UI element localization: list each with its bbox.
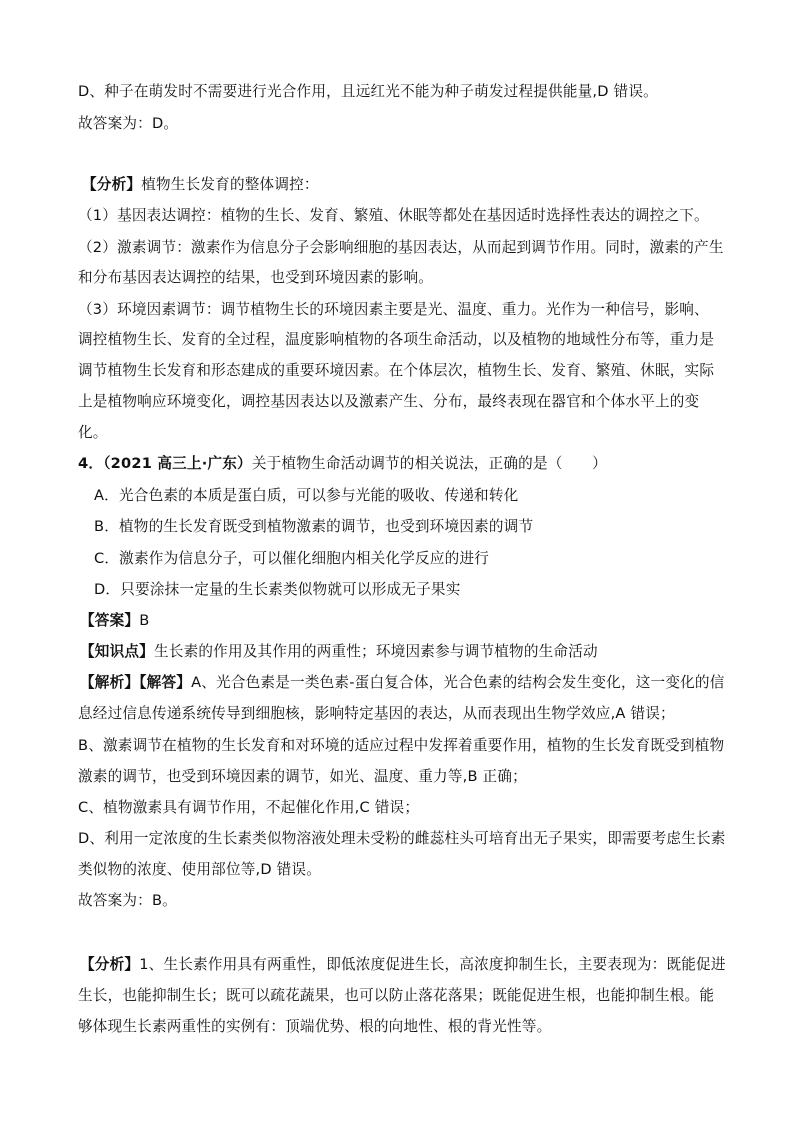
analysis2-label: 【分析】 (80, 956, 140, 973)
analysis2-line-1 (80, 955, 726, 975)
analysis2-l1: 1、生长素作用具有两重性，即低浓度促进生长，高浓度抑制生长，主要表现为：既能促进 (139, 956, 726, 973)
explanation-label: 【解析】 (80, 674, 140, 691)
explanation-d1: D、利用一定浓度的生长素类似物溶液处理未受粉的雌蕊柱头可培育出无子果实，即需要考虑生长素 (78, 830, 726, 847)
option-a: A．光合色素的本质是蛋白质，可以参与光能的吸收、传递和转化 (94, 487, 519, 504)
analysis-point-1: （1）基因表达调控：植物的生长、发育、繁殖、休眠等都处在基因适时选择性表达的调控之下。 (78, 207, 709, 224)
analysis-point-2b: 和分布基因表达调控的结果，也受到环境因素的影响。 (78, 269, 434, 286)
analysis-point-3c: 调节植物生长发育和形态建成的重要环境因素。在个体层次，植物生长、发育、繁殖、休眠，实际 (78, 362, 715, 379)
solution-label: 【解答】 (139, 674, 192, 691)
question-header (78, 454, 607, 474)
analysis2-l2: 生长，也能抑制生长；既可以疏花蔬果，也可以防止落花落果；既能促进生根，也能抑制生根。能 (78, 987, 715, 1004)
option-d: D．只要涂抹一定量的生长素类似物就可以形成无子果实 (94, 581, 461, 598)
knowledge-point-value: 生长素的作用及其作用的两重性；环境因素参与调节植物的生命活动 (153, 643, 598, 660)
knowledge-point-line (80, 642, 598, 662)
prev-conclusion: 故答案为：D。 (78, 115, 179, 132)
explanation-line-a1 (80, 673, 725, 693)
explanation-a1: A、光合色素是一类色素-蛋白复合体，光合色素的结构会发生变化，这一变化的信 (191, 674, 725, 691)
analysis-point-3a: （3）环境因素调节：调节植物生长的环境因素主要是光、温度、重力。光作为一种信号，影响、 (78, 301, 709, 318)
analysis-point-2a: （2）激素调节：激素作为信息分子会影响细胞的基因表达，从而起到调节作用。同时，激素的产生 (78, 239, 724, 256)
option-c: C．激素作为信息分子，可以催化细胞内相关化学反应的进行 (94, 550, 490, 567)
prev-option-d-explanation: D、种子在萌发时不需要进行光合作用，且远红光不能为种子萌发过程提供能量,D 错误。 (78, 83, 658, 100)
explanation-a2: 息经过信息传递系统传导到细胞核，影响特定基因的表达，从而表现出生物学效应,A 错误； (78, 705, 675, 722)
answer-value: B (139, 612, 150, 629)
analysis-point-3b: 调控植物生长、发育的全过程，温度影响植物的各项生命活动，以及植物的地域性分布等，重力是 (78, 331, 715, 348)
prev-analysis-intro-line (82, 175, 319, 195)
question-number: 4． (78, 455, 104, 472)
explanation-c: C、植物激素具有调节作用，不起催化作用,C 错误； (78, 799, 420, 816)
answer-line (80, 611, 149, 631)
answer-label: 【答案】 (80, 612, 140, 629)
analysis2-l3: 够体现生长素两重性的实例有：顶端优势、根的向地性、根的背光性等。 (78, 1018, 552, 1035)
explanation-b1: B、激素调节在植物的生长发育和对环境的适应过程中发挥着重要作用，植物的生长发育既受到植物 (78, 737, 725, 754)
knowledge-point-label: 【知识点】 (80, 643, 154, 660)
question-conclusion: 故答案为：B。 (78, 892, 177, 909)
analysis-point-3e: 化。 (78, 424, 108, 441)
analysis-intro: 植物生长发育的整体调控： (141, 176, 319, 193)
analysis-label: 【分析】 (82, 176, 142, 193)
explanation-b2: 激素的调节，也受到环境因素的调节，如光、温度、重力等,B 正确； (78, 768, 527, 785)
question-stem: 关于植物生命活动调节的相关说法，正确的是（ ） (251, 455, 607, 472)
question-source: （2021 高三上·广东） (103, 455, 252, 472)
analysis-point-3d: 上是植物响应环境变化，调控基因表达以及激素产生、分布，最终表现在器官和个体水平上的变 (78, 393, 700, 410)
explanation-d2: 类似物的浓度、使用部位等,D 错误。 (78, 861, 322, 878)
option-b: B．植物的生长发育既受到植物激素的调节，也受到环境因素的调节 (94, 518, 534, 535)
